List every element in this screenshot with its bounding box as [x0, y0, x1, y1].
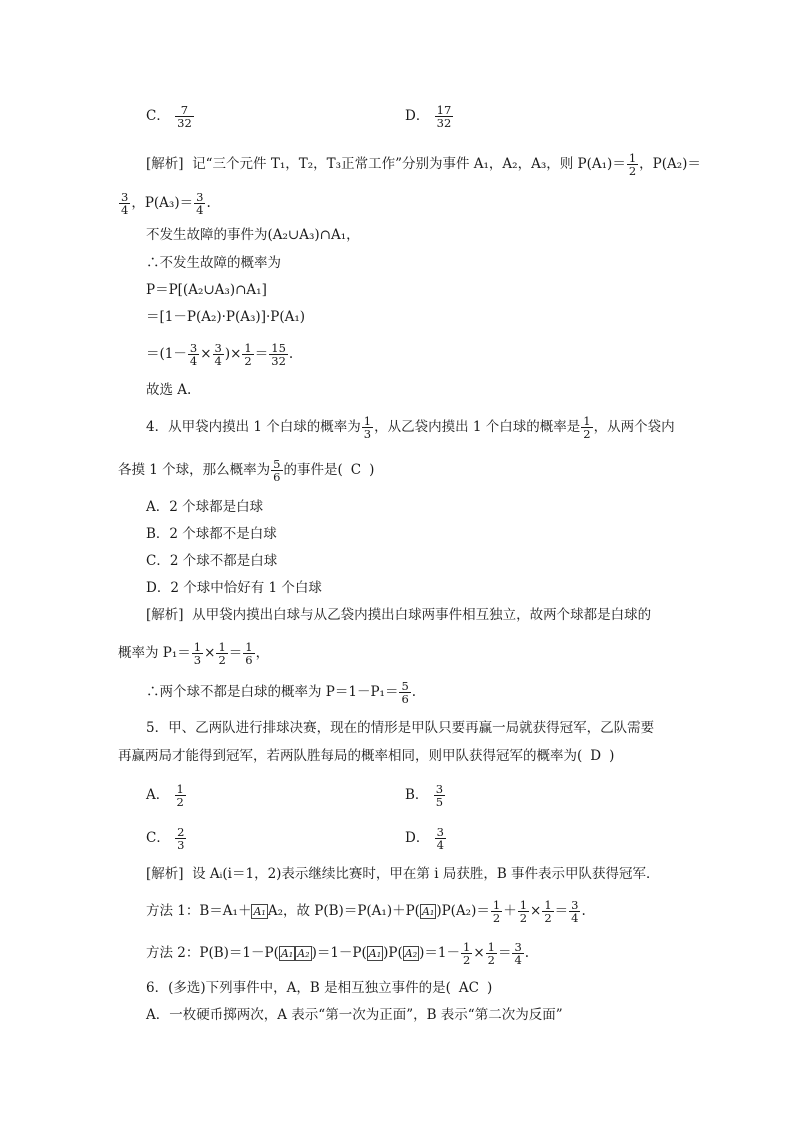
option-label: D．: [405, 108, 430, 124]
numerator: 5: [401, 679, 409, 693]
fraction: [518, 899, 529, 924]
denominator: 5: [435, 795, 444, 809]
denominator: 3: [193, 653, 202, 667]
denominator: 32: [177, 116, 192, 130]
question-text: 的事件是(: [283, 462, 343, 478]
q5-option-c: [146, 826, 187, 851]
fraction: [242, 342, 253, 367]
fraction: [175, 826, 186, 851]
numerator: 1: [245, 640, 253, 654]
denominator: 4: [121, 203, 129, 217]
numerator: 3: [435, 782, 444, 796]
fraction: [435, 104, 454, 129]
solution-text: )P(: [383, 945, 403, 961]
solution-text: ＝: [497, 945, 512, 961]
fraction: [461, 941, 472, 966]
option-label: D．: [405, 830, 430, 846]
fraction: [434, 783, 445, 808]
numerator: 15: [271, 341, 286, 355]
q4-stem-line1: [146, 415, 675, 440]
solution-text: )＝1－: [419, 945, 460, 961]
numerator: 3: [121, 190, 129, 204]
q4-stem-line2: [118, 458, 374, 483]
q3-solution-line4: ∴不发生故障的概率为: [146, 255, 281, 271]
solution-tag: [解析]: [146, 607, 184, 623]
q5-stem-line1: 5．甲、乙两队进行排球决赛，现在的情形是甲队只要再赢一局就获得冠军，乙队需要: [146, 720, 655, 736]
option-label: B．: [405, 787, 429, 803]
q3-solution-line8: 故选 A.: [146, 382, 192, 398]
option-label: C．: [146, 108, 170, 124]
numerator: 3: [214, 341, 222, 355]
q4-solution-line3: [146, 680, 416, 705]
solution-text: ＝: [254, 346, 269, 362]
solution-text: ，P(A₂)＝: [639, 156, 701, 172]
fraction: [175, 104, 194, 129]
numerator: 1: [363, 414, 372, 428]
fraction: [542, 899, 553, 924]
fraction: [399, 680, 410, 705]
solution-text: ＋: [503, 903, 517, 919]
denominator: 2: [583, 427, 591, 441]
q4-solution-line2: [118, 641, 269, 666]
fraction: [486, 941, 497, 966]
fraction: [512, 941, 523, 966]
numerator: 3: [189, 341, 198, 355]
q3-solution-line2: [118, 191, 211, 216]
numerator: 1: [193, 640, 202, 654]
numerator: 1: [176, 782, 184, 796]
numerator: 3: [436, 825, 444, 839]
solution-text: ×: [473, 945, 485, 961]
numerator: 3: [196, 190, 204, 204]
numerator: 1: [544, 898, 552, 912]
numerator: 7: [180, 103, 189, 117]
fraction: [192, 641, 203, 666]
denominator: 32: [271, 354, 286, 368]
denominator: 2: [544, 911, 552, 925]
numerator: 17: [436, 103, 452, 117]
denominator: 4: [436, 838, 444, 852]
q5-method1: [146, 899, 586, 924]
numerator: 3: [514, 940, 522, 954]
solution-text: 概率为 P₁＝: [118, 645, 191, 661]
solution-text: 方法 1：B＝A₁＋: [146, 903, 252, 919]
solution-text: .: [524, 945, 530, 961]
question-text: ): [369, 462, 375, 478]
complement-symbol: A₁: [368, 947, 382, 960]
solution-text: )＝1－P(: [311, 945, 367, 961]
denominator: 4: [189, 354, 198, 368]
denominator: 2: [463, 953, 471, 967]
question-text: ): [486, 980, 493, 996]
fraction: [581, 415, 592, 440]
solution-text: .: [411, 684, 417, 700]
solution-text: ，: [255, 645, 270, 661]
denominator: 4: [514, 953, 522, 967]
q5-method2: [146, 941, 529, 966]
q3-solution-line7: ＝(1－ $\frac{3}{4}$ × $\frac{3}{4}$ )× $\frac{1}{2}$ ＝ $\frac{15}{32}$ .: [146, 341, 294, 368]
denominator: 2: [519, 911, 528, 925]
fraction: [269, 342, 288, 367]
complement-symbol: A₁: [253, 905, 266, 918]
numerator: 1: [492, 898, 501, 912]
solution-text: .: [581, 903, 586, 919]
fraction: [362, 415, 373, 440]
solution-text: ×: [200, 346, 212, 362]
solution-text: ＝(1－: [146, 346, 187, 362]
solution-text: .: [206, 195, 211, 211]
denominator: 6: [245, 653, 253, 667]
question-text: 各摸 1 个球，那么概率为: [118, 462, 271, 478]
solution-tag: [解析]: [146, 156, 184, 172]
solution-text: 记“三个元件 T₁，T₂，T₃正常工作”分别为事件 A₁，A₂，A₃，则 P(A₁)＝: [192, 156, 626, 172]
complement-symbol: A₂: [404, 947, 418, 960]
answer-choice: AC: [458, 980, 479, 996]
denominator: 6: [401, 692, 409, 706]
answer-choice: C: [350, 462, 362, 478]
question-text: 6．(多选)下列事件中，A，B 是相互独立事件的是(: [146, 980, 451, 996]
denominator: 3: [177, 838, 185, 852]
q4-solution-line1: [146, 605, 651, 625]
numerator: 1: [487, 940, 495, 954]
question-text: ，从两个袋内: [593, 419, 675, 435]
q5-stem-line2: [118, 746, 614, 766]
fraction: [188, 342, 199, 367]
denominator: 2: [244, 354, 252, 368]
solution-tag: [解析]: [146, 866, 184, 882]
q5-option-a: [146, 783, 187, 808]
fraction: [491, 899, 502, 924]
solution-text: 方法 2：P(B)＝1－P(: [146, 945, 279, 961]
solution-text: )P(A₂)＝: [436, 903, 490, 919]
solution-text: 设 Aᵢ(i＝1，2)表示继续比赛时，甲在第 i 局获胜，B 事件表示甲队获得冠军．: [192, 866, 660, 882]
q3-option-d: [405, 104, 454, 129]
q5-solution-line1: [146, 864, 660, 884]
denominator: 4: [214, 354, 222, 368]
fraction: [627, 152, 638, 177]
numerator: 2: [177, 825, 185, 839]
fraction: [213, 342, 224, 367]
solution-text: ∴两个球不都是白球的概率为 P＝1－P₁＝: [146, 684, 399, 700]
fraction: [271, 458, 282, 483]
complement-symbol: A₁: [421, 905, 435, 918]
q6-option-a: A．一枚硬币掷两次，A 表示“第一次为正面”，B 表示“第二次为反面”: [146, 1007, 563, 1023]
solution-text: 从甲袋内摸出白球与从乙袋内摸出白球两事件相互独立，故两个球都是白球的: [192, 607, 652, 623]
denominator: 2: [218, 653, 226, 667]
q4-option-c: C．2 个球不都是白球: [146, 553, 278, 569]
q3-solution-line3: 不发生故障的事件为(A₂∪A₃)∩A₁，: [146, 227, 360, 243]
option-label: C．: [146, 830, 170, 846]
complement-symbol: A₁: [280, 947, 294, 960]
denominator: 2: [176, 795, 184, 809]
q4-option-d: D．2 个球中恰好有 1 个白球: [146, 580, 322, 596]
q3-solution-line5: P＝P[(A₂∪A₃)∩A₁]: [146, 282, 267, 298]
solution-text: A₂，故 P(B)＝P(A₁)＋P(: [267, 903, 420, 919]
solution-text: ×: [204, 645, 216, 661]
denominator: 3: [363, 427, 372, 441]
fraction: [569, 899, 580, 924]
complement-symbol: A₂: [297, 947, 310, 960]
denominator: 2: [487, 953, 495, 967]
numerator: 1: [583, 414, 591, 428]
fraction: [119, 191, 130, 216]
numerator: 1: [519, 898, 528, 912]
fraction: [194, 191, 205, 216]
q4-option-a: A．2 个球都是白球: [146, 499, 264, 515]
denominator: 2: [628, 164, 637, 178]
numerator: 1: [244, 341, 252, 355]
denominator: 2: [492, 911, 501, 925]
q3-solution-line1: [146, 152, 701, 177]
answer-choice: D: [590, 748, 602, 764]
solution-text: ＝: [554, 903, 569, 919]
denominator: 6: [273, 470, 281, 484]
fraction: [243, 641, 254, 666]
solution-text: ，P(A₃)＝: [131, 195, 194, 211]
q5-option-b: [405, 783, 446, 808]
numerator: 1: [628, 151, 637, 165]
fraction: [216, 641, 227, 666]
numerator: 3: [571, 898, 579, 912]
question-text: 4．从甲袋内摸出 1 个白球的概率为: [146, 419, 361, 435]
q3-solution-line6: ＝[1－P(A₂)·P(A₃)]·P(A₁): [146, 309, 306, 325]
q5-option-d: [405, 826, 447, 851]
q6-stem: [146, 978, 492, 998]
fraction: [175, 783, 186, 808]
question-text: 再赢两局才能得到冠军，若两队胜每局的概率相同，则甲队获得冠军的概率为(: [118, 748, 583, 764]
solution-text: ×: [530, 903, 542, 919]
q4-option-b: B．2 个球都不是白球: [146, 526, 277, 542]
question-text: ): [609, 748, 615, 764]
denominator: 4: [571, 911, 579, 925]
numerator: 5: [273, 457, 281, 471]
numerator: 1: [218, 640, 226, 654]
q3-option-c: [146, 104, 195, 129]
option-label: A．: [146, 787, 170, 803]
denominator: 4: [196, 203, 204, 217]
question-text: ，从乙袋内摸出 1 个白球的概率是: [374, 419, 581, 435]
solution-text: )×: [224, 346, 242, 362]
numerator: 1: [463, 940, 471, 954]
denominator: 32: [436, 116, 452, 130]
solution-text: ＝: [228, 645, 243, 661]
fraction: [435, 826, 446, 851]
